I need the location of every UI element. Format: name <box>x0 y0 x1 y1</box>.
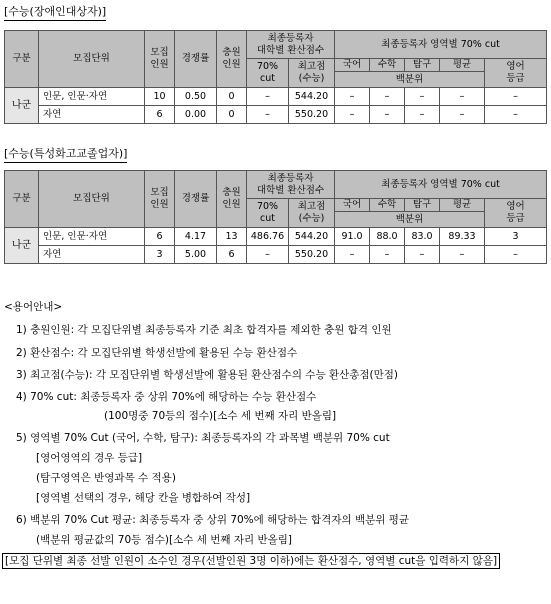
cell-unit: 자연 <box>39 246 145 264</box>
cell-fill: 0 <box>217 106 247 124</box>
table-row <box>5 106 547 124</box>
note-line: (탐구영역은 반영과목 수 적용) <box>36 472 176 484</box>
header-average: 평균 <box>440 199 485 212</box>
group-label: 나군 <box>5 228 39 264</box>
cell-inquiry: 83.0 <box>405 228 440 246</box>
header-inquiry: 탐구 <box>405 199 440 212</box>
cell-ratio: 4.17 <box>175 228 217 246</box>
cell-ratio: 0.00 <box>175 106 217 124</box>
header-cut70: 70% cut <box>247 59 289 88</box>
cell-max: 544.20 <box>289 88 335 106</box>
cell-quota: 3 <box>145 246 175 264</box>
footer-note: [모집 단위별 최종 선발 인원이 소수인 경우(선발인원 3명 이하)에는 환산점수, 영역별 cut을 입력하지 않음] <box>2 553 500 569</box>
cell-korean: – <box>335 88 370 106</box>
cell-cut70: 486.76 <box>247 228 289 246</box>
table-row <box>5 88 547 106</box>
header-percentile: 백분위 <box>335 72 485 88</box>
header-ratio: 경쟁률 <box>175 31 217 88</box>
cell-quota: 6 <box>145 106 175 124</box>
cell-english: – <box>485 106 547 124</box>
term-guide-heading: <용어안내> <box>4 301 63 313</box>
header-average: 평균 <box>440 59 485 72</box>
header-math: 수학 <box>370 59 405 72</box>
header-korean: 국어 <box>335 59 370 72</box>
cell-average: – <box>440 246 485 264</box>
header-cut70: 70% cut <box>247 199 289 228</box>
cell-korean: – <box>335 246 370 264</box>
note-line: 4) 70% cut: 최종등록자 중 상위 70%에 해당하는 수능 환산점수 <box>16 391 317 403</box>
section-title-disabled: [수능(장애인대상자)] <box>4 4 106 21</box>
cell-average: – <box>440 88 485 106</box>
cell-math: – <box>370 88 405 106</box>
note-line: 2) 환산점수: 각 모집단위별 학생선발에 활용된 수능 환산점수 <box>16 347 298 359</box>
cell-inquiry: – <box>405 88 440 106</box>
cell-english: – <box>485 246 547 264</box>
cell-fill: 6 <box>217 246 247 264</box>
cell-max: 550.20 <box>289 106 335 124</box>
note-line: 5) 영역별 70% Cut (국어, 수학, 탐구): 최종등록자의 각 과목별 백분위 70% cut <box>16 432 390 444</box>
header-gubun: 구분 <box>5 171 39 228</box>
header-quota: 모집 인원 <box>145 171 175 228</box>
cell-korean: – <box>335 106 370 124</box>
cell-math: – <box>370 106 405 124</box>
note-line: (백분위 평균값의 70등 점수)[소수 세 번째 자리 반올림] <box>36 534 292 546</box>
header-percentile: 백분위 <box>335 212 485 228</box>
header-inquiry: 탐구 <box>405 59 440 72</box>
cell-ratio: 5.00 <box>175 246 217 264</box>
cell-ratio: 0.50 <box>175 88 217 106</box>
group-label: 나군 <box>5 88 39 124</box>
cell-math: 88.0 <box>370 228 405 246</box>
header-final-score: 최종등록자 대학별 환산점수 <box>247 31 335 59</box>
header-max: 최고점 (수능) <box>289 59 335 88</box>
header-unit: 모집단위 <box>39 31 145 88</box>
cell-cut70: – <box>247 88 289 106</box>
section-title-vocational: [수능(특성화고교졸업자)] <box>4 146 127 163</box>
note-line: [영역별 선택의 경우, 해당 칸을 병합하여 작성] <box>36 492 251 504</box>
cell-cut70: – <box>247 106 289 124</box>
cell-unit: 자연 <box>39 106 145 124</box>
note-line: 1) 충원인원: 각 모집단위별 최종등록자 기준 최초 합격자를 제외한 충원 합격 인원 <box>16 324 392 336</box>
header-area-cut: 최종등록자 영역별 70% cut <box>335 31 547 59</box>
cell-fill: 13 <box>217 228 247 246</box>
header-fill: 충원 인원 <box>217 171 247 228</box>
table-row <box>5 228 547 246</box>
header-final-score: 최종등록자 대학별 환산점수 <box>247 171 335 199</box>
header-english: 영어 등급 <box>485 199 547 228</box>
cell-inquiry: – <box>405 106 440 124</box>
cell-english: – <box>485 88 547 106</box>
note-line: 3) 최고점(수능): 각 모집단위별 학생선발에 활용된 환산점수의 수능 환산총점(만점) <box>16 369 398 381</box>
cell-max: 550.20 <box>289 246 335 264</box>
note-line: 6) 백분위 70% Cut 평균: 최종등록자 중 상위 70%에 해당하는 합격자의 백분위 평균 <box>16 514 410 526</box>
header-area-cut: 최종등록자 영역별 70% cut <box>335 171 547 199</box>
cell-unit: 인문, 인문·자연 <box>39 88 145 106</box>
header-max: 최고점 (수능) <box>289 199 335 228</box>
table-row <box>5 246 547 264</box>
note-line: (100명중 70등의 점수)[소수 세 번째 자리 반올림] <box>104 410 337 422</box>
header-fill: 충원 인원 <box>217 31 247 88</box>
cell-cut70: – <box>247 246 289 264</box>
cell-fill: 0 <box>217 88 247 106</box>
cell-math: – <box>370 246 405 264</box>
header-math: 수학 <box>370 199 405 212</box>
results-table-disabled <box>4 30 547 124</box>
cell-max: 544.20 <box>289 228 335 246</box>
cell-korean: 91.0 <box>335 228 370 246</box>
cell-average: 89.33 <box>440 228 485 246</box>
header-korean: 국어 <box>335 199 370 212</box>
cell-english: 3 <box>485 228 547 246</box>
header-unit: 모집단위 <box>39 171 145 228</box>
cell-quota: 6 <box>145 228 175 246</box>
cell-average: – <box>440 106 485 124</box>
cell-quota: 10 <box>145 88 175 106</box>
cell-unit: 인문, 인문·자연 <box>39 228 145 246</box>
results-table-vocational <box>4 170 547 264</box>
header-quota: 모집 인원 <box>145 31 175 88</box>
note-line: [영어영역의 경우 등급] <box>36 452 143 464</box>
header-english: 영어 등급 <box>485 59 547 88</box>
cell-inquiry: – <box>405 246 440 264</box>
header-ratio: 경쟁률 <box>175 171 217 228</box>
header-gubun: 구분 <box>5 31 39 88</box>
